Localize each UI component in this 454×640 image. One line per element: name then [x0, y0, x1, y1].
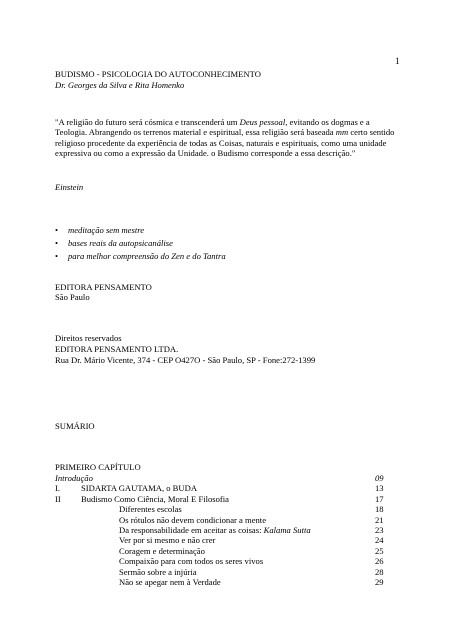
toc-page-number: 21 — [375, 514, 384, 525]
toc-page-number: 23 — [375, 525, 384, 535]
toc-entry-text: Da responsabilidade em aceitar as coisas: — [119, 525, 264, 535]
page-number: 1 — [395, 56, 400, 66]
toc-entry-title — [119, 535, 215, 545]
toc-row — [55, 546, 395, 556]
quote-text-1: "A religião do futuro será cósmica e transcenderá um — [55, 117, 240, 127]
toc-entry-title — [81, 494, 229, 504]
toc-entry-text: SIDARTA GAUTAMA, o BUDA — [81, 483, 198, 494]
toc-row — [55, 504, 395, 514]
toc-entry-text: Os rótulos não devem condicionar a mente — [119, 514, 267, 525]
toc-entry-title — [119, 577, 221, 587]
toc-page-number: 29 — [375, 577, 384, 587]
toc-entry-text: Compaixão para com todos os seres vivos — [119, 556, 264, 567]
quote-text-3: certo sentido religioso procedente da experiência de todas as Coisas, naturais e espirituais, como uma unidade expressiva ou como a expressão da Unidade. o Budismo corresponde a essa descrição." — [55, 127, 395, 159]
toc-entry-title — [119, 556, 263, 566]
rights-notice: Direitos reservados — [55, 333, 122, 343]
toc-row — [55, 473, 395, 483]
toc-entry-text: Sermão sobre a injúria — [119, 566, 197, 577]
toc-row — [55, 556, 395, 566]
toc-entry-text: Coragem e determinação — [119, 545, 205, 556]
toc-entry-text: Ver por si mesmo e não crer — [119, 535, 216, 546]
bullet-item: • meditação sem mestre — [55, 224, 226, 237]
toc-row — [55, 577, 395, 587]
quote-text-2: evitando os dogmas e a Teologia. Abrangendo os terrenos material e espiritual, essa religião será baseada — [55, 117, 370, 138]
toc-page-number: 18 — [375, 504, 384, 515]
toc-entry-text: Não se apegar nem à Verdade — [119, 577, 221, 587]
toc-entry-emphasis: Kalama Sutta — [263, 525, 311, 535]
toc-page-number: 17 — [375, 493, 384, 504]
toc-entry-text: Introdução — [55, 473, 93, 483]
publisher-address: Rua Dr. Mário Vicente, 374 - CEP O427O - São Paulo, SP - Fone:272-1399 — [55, 355, 316, 365]
toc-entry-title — [119, 504, 182, 514]
toc-row — [55, 535, 395, 545]
book-title: BUDISMO - PSICOLOGIA DO AUTOCONHECIMENTO — [55, 69, 261, 79]
toc-page-number: 26 — [375, 556, 384, 567]
toc-row — [55, 515, 395, 525]
toc-page-number: 28 — [375, 566, 384, 577]
chapter-heading: PRIMEIRO CAPÍTULO — [55, 462, 141, 472]
toc-page-number: 13 — [375, 483, 384, 494]
bullet-item: • para melhor compreensão do Zen e do Tantra — [55, 250, 226, 263]
toc-entry-text: Budismo Como Ciência, Moral E Filosofia — [81, 493, 229, 504]
toc-entry-title — [55, 473, 93, 483]
toc-row — [55, 525, 395, 535]
quote-author: Einstein — [55, 182, 84, 192]
summary-heading: SUMÁRIO — [55, 421, 95, 431]
bullet-item: • bases reais da autopsicanálise — [55, 237, 226, 250]
toc-entry-text: Diferentes escolas — [119, 504, 182, 515]
quote-emphasis-1: Deus pessoal, — [239, 117, 288, 127]
toc-row — [55, 494, 395, 504]
toc-row — [55, 483, 395, 493]
toc-entry-title — [119, 567, 197, 577]
book-authors: Dr. Georges da Silva e Rita Homenko — [55, 80, 185, 90]
epigraph-quote — [55, 117, 400, 159]
toc-entry-title — [119, 515, 266, 525]
toc-entry-title — [119, 546, 205, 556]
toc-page-number: 09 — [375, 473, 384, 483]
toc-chapter-number: II — [55, 493, 61, 504]
publisher-name: EDITORA PENSAMENTO — [55, 282, 152, 292]
toc-chapter-number: I. — [55, 483, 61, 494]
toc-entry-title — [81, 483, 197, 493]
publisher-legal-name: EDITORA PENSAMENTO LTDA. — [55, 344, 179, 354]
feature-bullet-list — [55, 224, 226, 263]
toc-entry-title — [119, 525, 311, 535]
toc-row — [55, 567, 395, 577]
publisher-city: São Paulo — [55, 292, 90, 302]
toc-page-number: 24 — [375, 535, 384, 546]
toc-page-number: 25 — [375, 545, 384, 556]
quote-emphasis-2: mm — [335, 127, 349, 138]
